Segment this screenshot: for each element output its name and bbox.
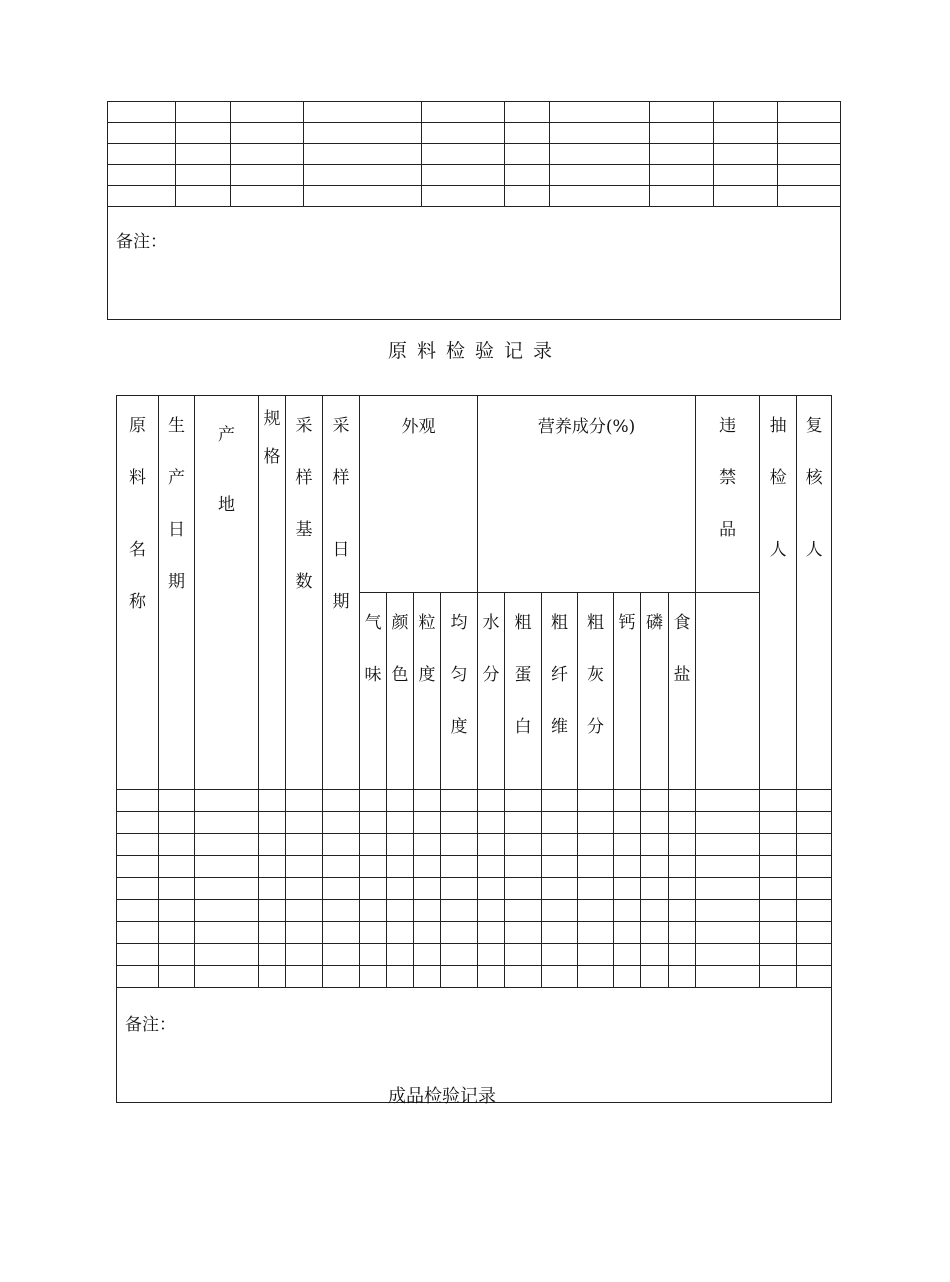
header-appearance: 外观 [360, 396, 478, 593]
header-moisture: 水 分 [478, 593, 505, 790]
table-row [117, 834, 832, 856]
header-contraband-blank [696, 593, 760, 790]
table-row [117, 944, 832, 966]
header-crude-fiber: 粗 纤 维 [542, 593, 578, 790]
header-spec: 规 格 [259, 396, 286, 790]
table-row [117, 900, 832, 922]
table-row [117, 922, 832, 944]
table-row [117, 966, 832, 988]
header-crude-protein: 粗 蛋 白 [505, 593, 542, 790]
header-smell: 气 味 [360, 593, 387, 790]
finished-product-inspection-title: 成品检验记录 [388, 1086, 496, 1107]
header-contraband: 违 禁 品 [696, 396, 760, 593]
continued-record-table [107, 101, 841, 320]
raw-material-inspection-table [116, 395, 832, 1103]
table-row [117, 878, 832, 900]
header-raw-name: 原 料 名 称 [117, 396, 159, 790]
header-uniformity: 均 匀 度 [441, 593, 478, 790]
table-row [117, 812, 832, 834]
header-phosphorus: 磷 [641, 593, 669, 790]
header-crude-ash: 粗 灰 分 [578, 593, 614, 790]
remark-label: 备注： [116, 232, 167, 252]
header-production-date: 生 产 日 期 [159, 396, 195, 790]
header-origin: 产 地 [195, 396, 259, 790]
header-calcium: 钙 [614, 593, 641, 790]
table-row [108, 186, 841, 207]
remark-label: 备注： [125, 1015, 176, 1035]
header-granularity: 粒 度 [414, 593, 441, 790]
remark-cell [108, 207, 841, 320]
table-row [108, 102, 841, 123]
table-row [117, 790, 832, 812]
header-sample-base: 采 样 基 数 [286, 396, 323, 790]
table-row [108, 144, 841, 165]
header-reviewer: 复 核 人 [797, 396, 832, 790]
header-sample-date: 采 样 日 期 [323, 396, 360, 790]
table-row [117, 856, 832, 878]
table-row [108, 123, 841, 144]
header-nutrition: 营养成分(%) [478, 396, 696, 593]
header-inspector: 抽 检 人 [760, 396, 797, 790]
raw-material-inspection-title: 原料检验记录 [387, 340, 562, 362]
header-color: 颜 色 [387, 593, 414, 790]
header-salt: 食 盐 [669, 593, 696, 790]
table-row [108, 165, 841, 186]
